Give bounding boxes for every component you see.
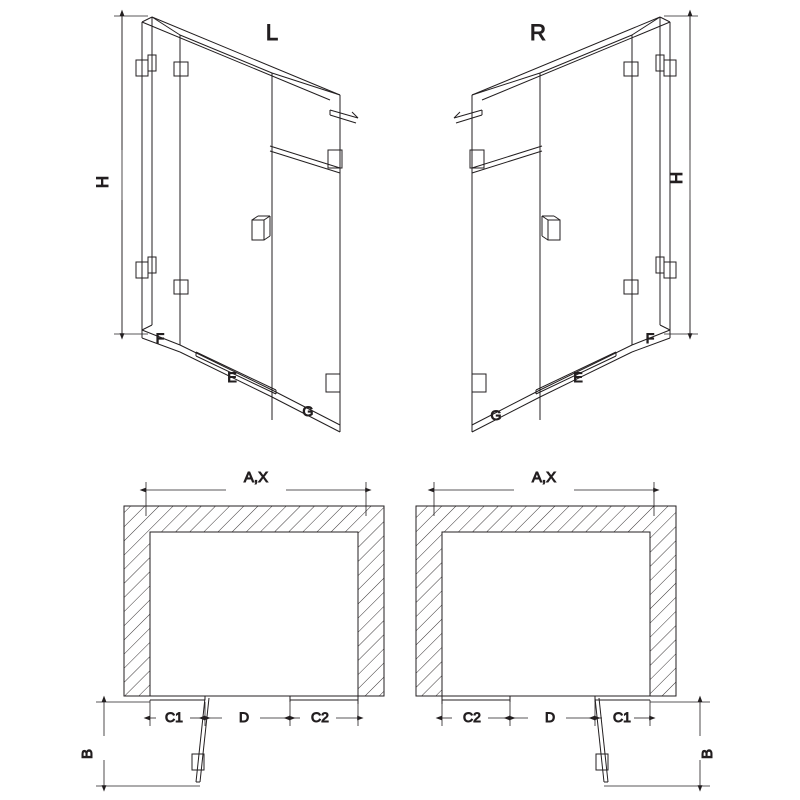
support-bar-left: [270, 110, 358, 173]
height-label-right: H: [667, 171, 686, 185]
enclosure-outline-right: [472, 17, 670, 432]
variant-label-right: R: [530, 20, 546, 45]
panel-label-f-left: F: [155, 330, 165, 346]
segment-label-c1-right: C1: [613, 709, 631, 725]
segment-label-c2-left: C2: [311, 709, 329, 725]
door-handle-left: [252, 216, 270, 240]
enclosure-outline-left: [142, 17, 340, 432]
width-label-plan-left: A,X: [243, 469, 269, 486]
panel-label-g-right: G: [490, 407, 502, 423]
depth-label-right: B: [699, 748, 716, 760]
variant-label-left: L: [265, 20, 279, 45]
panel-label-e-right: E: [573, 369, 583, 385]
panel-label-g-left: G: [302, 403, 314, 419]
door-handle-right: [542, 216, 560, 240]
depth-label-left: B: [79, 748, 96, 760]
wall-bracket-right-view: [472, 374, 486, 392]
enclosure-plan-outline-right: [442, 532, 650, 696]
wall-hatch-left: [124, 506, 384, 696]
panel-label-e-left: E: [227, 369, 237, 385]
width-label-plan-right: A,X: [531, 469, 557, 486]
segment-label-d-left: D: [238, 709, 250, 725]
plan-view-right: [416, 469, 716, 786]
dimension-height-left: [114, 16, 148, 334]
height-label-left: H: [93, 175, 112, 189]
enclosure-plan-outline-left: [150, 532, 358, 696]
dimension-depth-left: [96, 702, 200, 786]
segment-label-c2-right: C2: [463, 709, 481, 725]
door-swing-right: [595, 698, 608, 782]
segment-label-c1-left: C1: [165, 709, 183, 725]
door-swing-left: [192, 698, 209, 782]
panel-label-f-right: F: [645, 330, 655, 346]
elevation-view-left: [93, 16, 358, 432]
elevation-view-right: [454, 16, 698, 432]
segment-label-d-right: D: [544, 709, 556, 725]
plan-view-left: [79, 469, 384, 786]
front-profile-left: [150, 696, 358, 704]
wall-hatch-right: [416, 506, 676, 696]
front-profile-right: [442, 696, 650, 704]
support-bar-right: [454, 110, 542, 173]
wall-bracket-left-view: [326, 374, 340, 392]
